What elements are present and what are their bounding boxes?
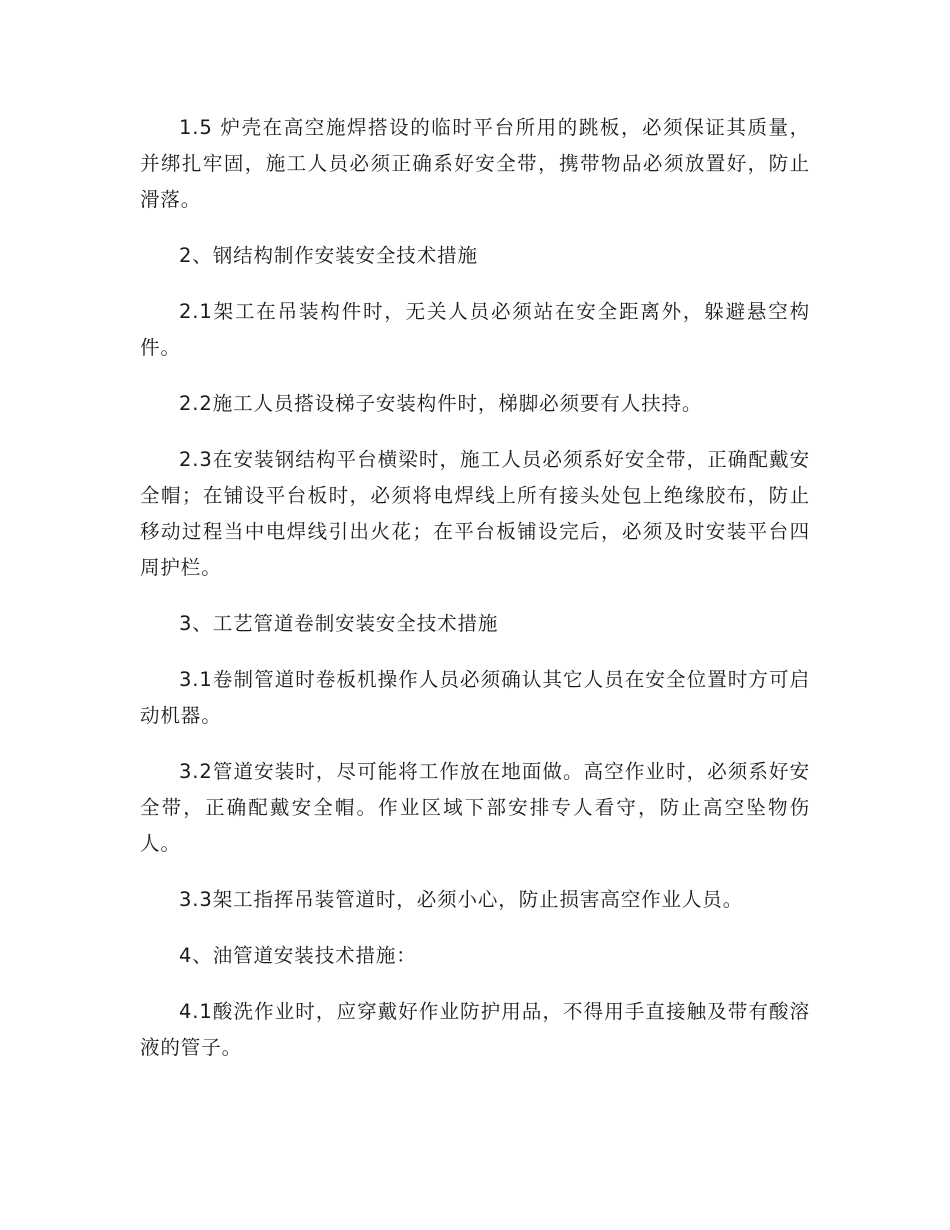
paragraph-2-3-platform-beam: 2.3在安装钢结构平台横梁时，施工人员必须系好安全带，正确配戴安全帽；在铺设平台板时，必须将电焊线上所有接头处包上绝缘胶布，防止移动过程当中电焊线引出火花；在平台板铺设完后，必须及时安装平台四周护栏。 xyxy=(140,448,810,579)
section-heading-2-steel-structure: 2、钢结构制作安装安全技术措施 xyxy=(179,244,478,267)
section-heading-3-process-pipe: 3、工艺管道卷制安装安全技术措施 xyxy=(179,612,499,635)
document-body xyxy=(140,110,810,1086)
paragraph-4-1-acid-wash: 4.1酸洗作业时，应穿戴好作业防护用品，不得用手直接触及带有酸溶液的管子。 xyxy=(140,1000,810,1059)
paragraph-3-1-rolling: 3.1卷制管道时卷板机操作人员必须确认其它人员在安全位置时方可启动机器。 xyxy=(140,668,810,727)
section-heading-4-oil-pipe: 4、油管道安装技术措施： xyxy=(179,944,417,967)
paragraph-1-5-furnace-shell: 1.5 炉壳在高空施焊搭设的临时平台所用的跳板，必须保证其质量，并绑扎牢固，施工人员必须正确系好安全带，携带物品必须放置好，防止滑落。 xyxy=(140,116,810,211)
paragraph-2-1-hoisting: 2.1架工在吊装构件时，无关人员必须站在安全距离外，躲避悬空构件。 xyxy=(140,300,810,359)
paragraph-2-2-ladder: 2.2施工人员搭设梯子安装构件时，梯脚必须要有人扶持。 xyxy=(179,392,703,415)
paragraph-3-2-pipe-install: 3.2管道安装时，尽可能将工作放在地面做。高空作业时，必须系好安全带，正确配戴安全帽。作业区域下部安排专人看守，防止高空坠物伤人。 xyxy=(140,760,810,855)
paragraph-3-3-hoisting-command: 3.3架工指挥吊装管道时，必须小心，防止损害高空作业人员。 xyxy=(179,888,744,911)
